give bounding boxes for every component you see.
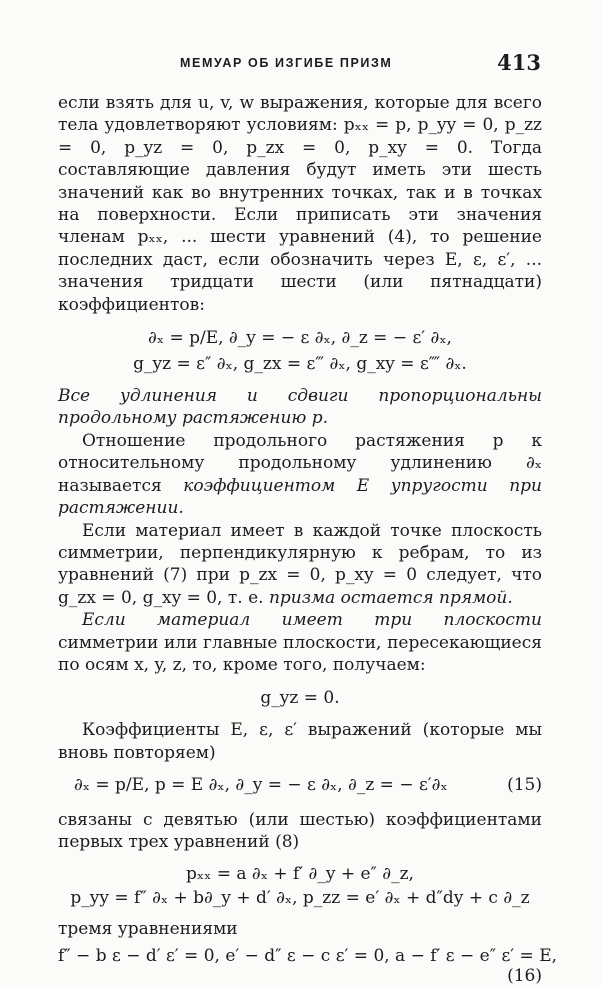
paragraph-symmetry-plane	[58, 520, 542, 610]
formula-strains	[58, 325, 542, 377]
formula-strains-line-1: ∂ₓ = p/E, ∂_y = − ε ∂ₓ, ∂_z = − ε′ ∂ₓ,	[148, 328, 452, 349]
paragraph-symmetry-plane-conclusion: призма остается прямой.	[268, 587, 513, 608]
formula-gyz-zero-line: g_yz = 0.	[260, 688, 340, 709]
equation-16-number: (16)	[507, 966, 542, 987]
formula-gyz-zero	[58, 685, 542, 711]
paragraph-young-modulus-text: Отношение продольного растяжения p к относительному продольному удлинению ∂ₓ называется	[58, 430, 542, 496]
paragraph-nine-coefficients: связаны с девятью (или шестью) коэффициентами первых трех уравнений (8)	[58, 809, 542, 852]
paragraph-young-modulus	[58, 430, 542, 520]
paragraph-three-equations: тремя уравнениями	[58, 919, 238, 940]
equation-15	[58, 774, 542, 796]
paragraph-three-planes-emphasis: Если материал имеет три плоскости	[82, 610, 542, 631]
paragraph-symmetry-plane-text: Если материал имеет в каждой точке плоскость симметрии, перпендикулярную к ребрам, то из уравнений (7) при p_zx = 0, p_xy = 0 следует, что g_zx = 0, g_xy = 0, т. е.	[58, 520, 542, 608]
equation-15-number: (15)	[507, 775, 542, 796]
equation-15-body: ∂ₓ = p/E, p = E ∂ₓ, ∂_y = − ε ∂ₓ, ∂_z = − ε′∂ₓ	[74, 775, 448, 796]
paragraph-intro: если взять для u, v, w выражения, которые для всего тела удовлетворяют условиям: pₓₓ = p, p_yy = 0, p_zz = 0, p_yz = 0, p_zx = 0, p_xy = 0. Тогда составляющие давления будут иметь эти шесть значений как во внутренних точках, так и в точках на поверхности. Если приписать эти значения членам pₓₓ, ... шести уравнений (4), то решение последних даст, если обозначить через E, ε, ε′, ... значения тридцати шести (или пятнадцати) коэффициентов:	[58, 93, 542, 315]
paragraph-young-modulus-term: коэффициентом E упругости при растяжении.	[58, 475, 543, 519]
paragraph-three-planes-text: симметрии или главные плоскости, пересекающиеся по осям x, y, z, то, кроме того, получаем:	[58, 632, 542, 675]
formula-strains-line-2: g_yz = ε″ ∂ₓ, g_zx = ε‴ ∂ₓ, g_xy = ε⁗ ∂ₓ.	[133, 354, 467, 375]
page-number: 413	[497, 50, 541, 75]
paragraph-coefficients: Коэффициенты E, ε, ε′ выражений (которые мы вновь повторяем)	[58, 720, 542, 763]
formula-stress-line-2: p_yy = f″ ∂ₓ + b∂_y + d′ ∂ₓ, p_zz = e′ ∂ₓ + d″dy + c ∂_z	[70, 888, 530, 909]
running-title: МЕМУАР ОБ ИЗГИБЕ ПРИЗМ	[180, 56, 393, 70]
formula-stress-line-1: pₓₓ = a ∂ₓ + f′ ∂_y + e″ ∂_z,	[186, 864, 414, 885]
page-body	[58, 92, 558, 988]
paragraph-three-planes	[58, 609, 542, 676]
equation-16-body: f″ − b ε − d′ ε′ = 0, e′ − d″ ε − c ε′ = 0, a − f′ ε − e″ ε′ = E,	[58, 945, 558, 966]
page-header	[0, 50, 601, 80]
paragraph-proportional: Все удлинения и сдвиги пропорциональны продольному растяжению p.	[58, 386, 542, 429]
formula-stress-components	[58, 862, 542, 910]
